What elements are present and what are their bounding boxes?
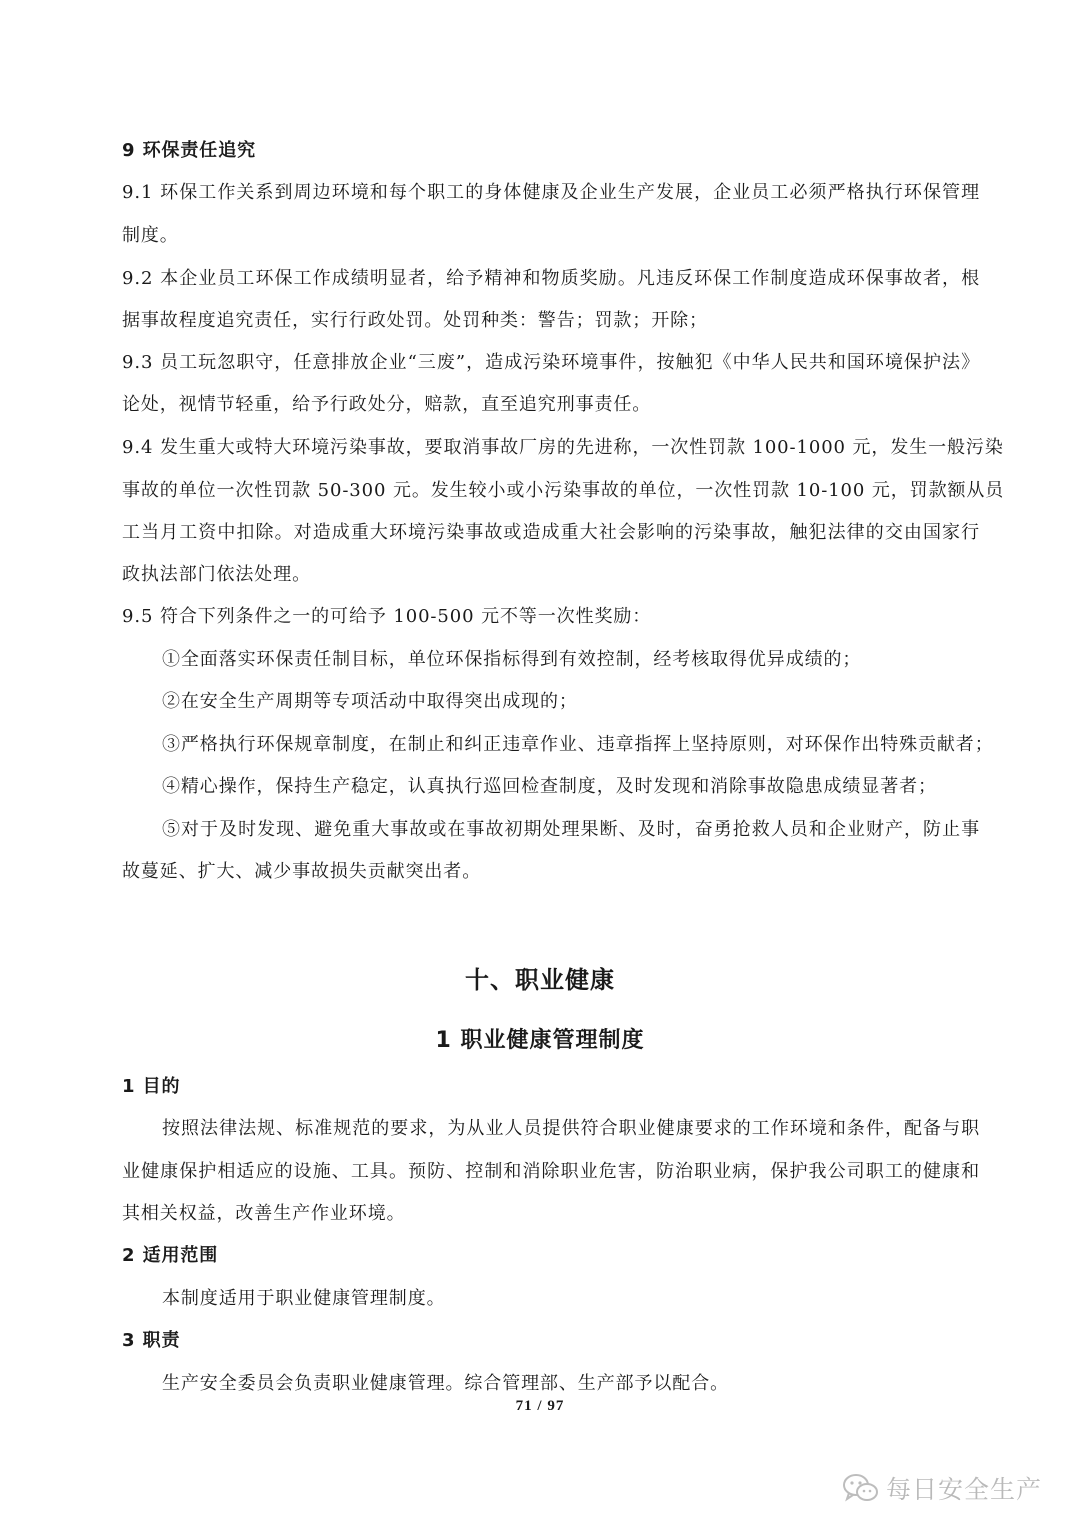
paragraph-line: 制度。	[122, 225, 179, 246]
list-item: ④精心操作，保持生产稳定，认真执行巡回检查制度，及时发现和消除事故隐患成绩显著者；	[162, 776, 937, 797]
watermark	[842, 1468, 1042, 1508]
watermark-text: 每日安全生产	[886, 1475, 1043, 1504]
section-heading: 9 环保责任追究	[122, 140, 256, 161]
paragraph-line: 工当月工资中扣除。对造成重大环境污染事故或造成重大社会影响的污染事故，触犯法律的交由国家行	[122, 522, 980, 543]
list-item: 故蔓延、扩大、减少事故损失贡献突出者。	[122, 861, 482, 882]
wechat-icon	[842, 1472, 880, 1504]
paragraph-line: 据事故程度追究责任，实行行政处罚。处罚种类：警告；罚款；开除；	[122, 310, 708, 331]
paragraph-line: 按照法律法规、标准规范的要求，为从业人员提供符合职业健康要求的工作环境和条件，配备与职	[162, 1118, 980, 1139]
page-number: 71 / 97	[515, 1398, 565, 1414]
paragraph-line: 9.4 发生重大或特大环境污染事故，要取消事故厂房的先进称，一次性罚款 100-1000 元，发生一般污染	[122, 437, 1004, 458]
chapter-subtitle: 1 职业健康管理制度	[435, 1028, 645, 1053]
list-item: ③严格执行环保规章制度，在制止和纠正违章作业、违章指挥上坚持原则，对环保作出特殊贡献者；	[162, 734, 994, 755]
paragraph-line: 本制度适用于职业健康管理制度。	[162, 1288, 446, 1309]
paragraph-line: 其相关权益，改善生产作业环境。	[122, 1203, 406, 1224]
paragraph-line: 论处，视情节轻重，给予行政处分，赔款，直至追究刑事责任。	[122, 394, 652, 415]
section-heading: 1 目的	[122, 1076, 181, 1097]
paragraph-line: 9.3 员工玩忽职守，任意排放企业“三废”，造成污染环境事件，按触犯《中华人民共和国环境保护法》	[122, 352, 980, 373]
paragraph-line: 业健康保护相适应的设施、工具。预防、控制和消除职业危害，防治职业病，保护我公司职工的健康和	[122, 1161, 980, 1182]
paragraph-line: 9.2 本企业员工环保工作成绩明显者，给予精神和物质奖励。凡违反环保工作制度造成环保事故者，根	[122, 268, 980, 289]
list-item: ⑤对于及时发现、避免重大事故或在事故初期处理果断、及时，奋勇抢救人员和企业财产，防止事	[162, 819, 980, 840]
section-heading: 3 职责	[122, 1330, 181, 1351]
paragraph-line: 事故的单位一次性罚款 50-300 元。发生较小或小污染事故的单位，一次性罚款 10-100 元，罚款额从员	[122, 480, 1005, 501]
paragraph-line: 政执法部门依法处理。	[122, 564, 311, 585]
paragraph-line: 9.5 符合下列条件之一的可给予 100-500 元不等一次性奖励：	[122, 606, 652, 627]
chapter-title: 十、职业健康	[465, 966, 615, 994]
paragraph-line: 9.1 环保工作关系到周边环境和每个职工的身体健康及企业生产发展，企业员工必须严格执行环保管理	[122, 182, 980, 203]
list-item: ②在安全生产周期等专项活动中取得突出成现的；	[162, 691, 578, 712]
paragraph-line: 生产安全委员会负责职业健康管理。综合管理部、生产部予以配合。	[162, 1373, 729, 1394]
section-heading: 2 适用范围	[122, 1245, 219, 1266]
list-item: ①全面落实环保责任制目标，单位环保指标得到有效控制，经考核取得优异成绩的；	[162, 649, 862, 670]
